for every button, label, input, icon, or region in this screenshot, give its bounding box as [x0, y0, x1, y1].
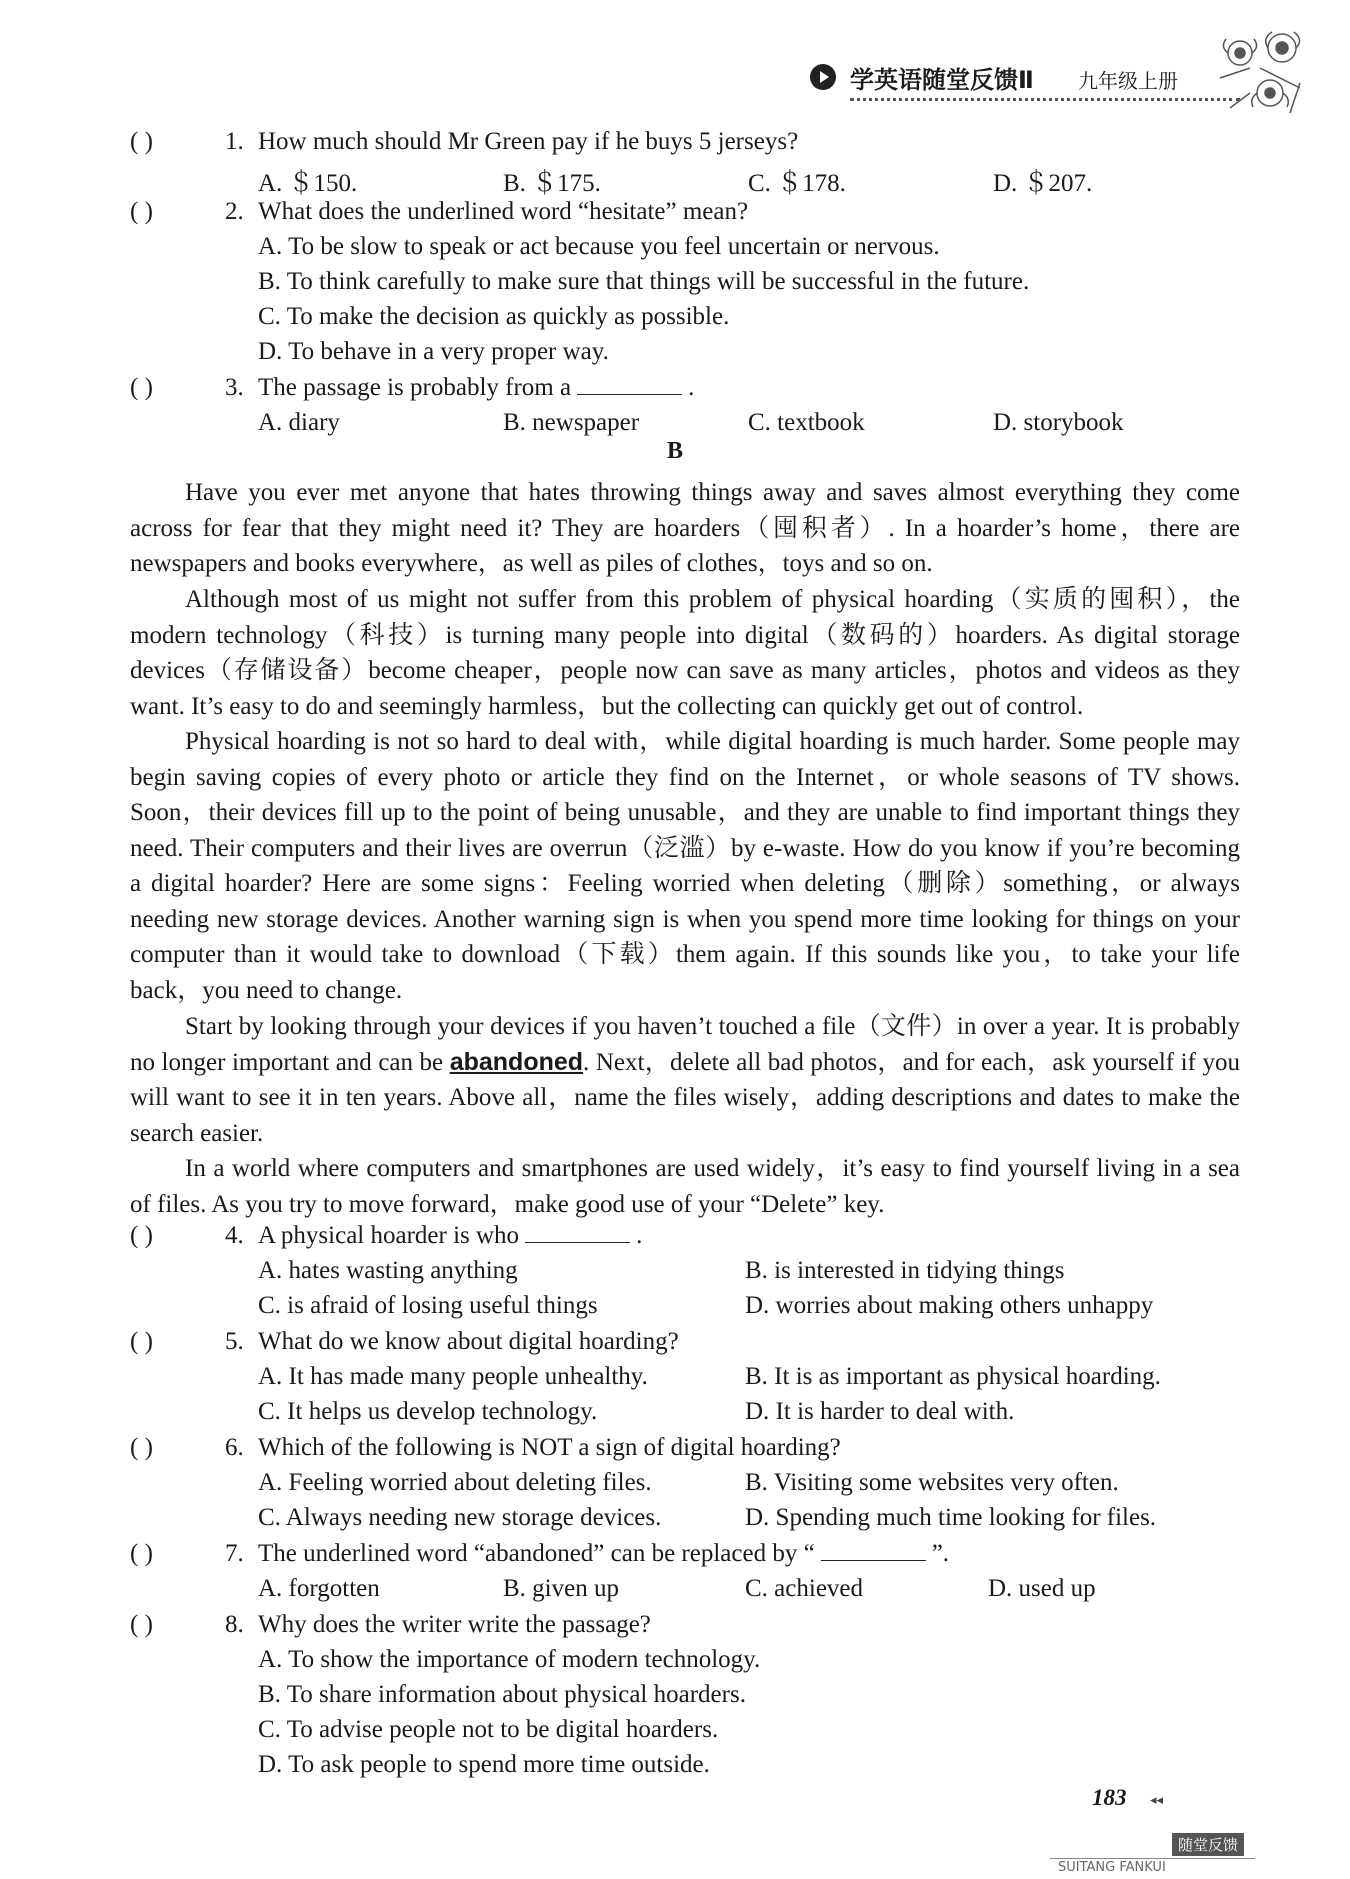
question-number: 2. — [225, 198, 244, 225]
header-divider — [850, 98, 1240, 101]
option-c: C. Always needing new storage devices. — [258, 1504, 662, 1531]
question-text: Which of the following is NOT a sign of digital hoarding? — [258, 1434, 841, 1461]
option-b: B. ＄175. — [503, 170, 601, 197]
option-a: A. ＄150. — [258, 170, 358, 197]
underlined-word: abandoned — [449, 1047, 584, 1076]
passage-paragraph-5: In a world where computers and smartphones are used widely，it’s easy to find yourself living in a sea of files. As you try to move forward，make good use of your “Delete” key. — [130, 1155, 1240, 1218]
answer-paren[interactable]: ( ) — [130, 128, 153, 155]
option-b: B. To share information about physical hoarders. — [258, 1681, 746, 1708]
option-d: D. Spending much time looking for files. — [745, 1504, 1157, 1531]
option-d: D. ＄207. — [993, 170, 1093, 197]
question-number: 5. — [225, 1328, 244, 1355]
header-title: 学英语随堂反馈Ⅱ — [850, 66, 1034, 94]
option-a: A. Feeling worried about deleting files. — [258, 1469, 652, 1496]
option-b: B. Visiting some websites very often. — [745, 1469, 1119, 1496]
header-volume: Ⅱ — [1018, 66, 1034, 94]
answer-paren[interactable]: ( ) — [130, 198, 153, 225]
answer-paren[interactable]: ( ) — [130, 1222, 153, 1249]
answer-blank[interactable] — [577, 374, 682, 395]
option-b: B. newspaper — [503, 409, 640, 436]
answer-paren[interactable]: ( ) — [130, 374, 153, 401]
option-c: C. It helps us develop technology. — [258, 1398, 598, 1425]
option-a: A. diary — [258, 409, 340, 436]
footer-divider — [1050, 1858, 1255, 1859]
passage-paragraph-4: Start by looking through your devices if you haven’t touched a file（文件）in over a year. It is probably no longer important and can be abandoned. Next，delete all bad photos，and for each，ask yourself if you will want to see it in ten years. Above all，name the files wisely，adding descriptions and dates to make the search easier. — [130, 1013, 1240, 1147]
answer-paren[interactable]: ( ) — [130, 1611, 153, 1638]
option-a: A. forgotten — [258, 1575, 380, 1602]
option-d: D. To behave in a very proper way. — [258, 338, 609, 365]
rewind-arrows-icon: ◂◂ — [1150, 1792, 1164, 1807]
option-b: B. is interested in tidying things — [745, 1257, 1065, 1284]
option-c: C. ＄178. — [748, 170, 846, 197]
option-d: D. It is harder to deal with. — [745, 1398, 1015, 1425]
footer-brand-badge: 随堂反馈 — [1172, 1833, 1244, 1856]
question-text: Why does the writer write the passage? — [258, 1611, 651, 1638]
question-text: How much should Mr Green pay if he buys 5 jerseys? — [258, 128, 799, 155]
question-text: The passage is probably from a . — [258, 374, 695, 401]
question-text: What do we know about digital hoarding? — [258, 1328, 679, 1355]
option-b: B. It is as important as physical hoarding. — [745, 1363, 1161, 1390]
question-text: What does the underlined word “hesitate” mean? — [258, 198, 749, 225]
option-c: C. achieved — [745, 1575, 864, 1602]
question-text: A physical hoarder is who . — [258, 1222, 643, 1249]
question-number: 1. — [225, 128, 244, 155]
option-c: C. textbook — [748, 409, 865, 436]
answer-blank[interactable] — [821, 1540, 926, 1561]
option-a: A. hates wasting anything — [258, 1257, 518, 1284]
option-c: C. To make the decision as quickly as possible. — [258, 303, 730, 330]
option-d: D. used up — [988, 1575, 1096, 1602]
answer-paren[interactable]: ( ) — [130, 1540, 153, 1567]
answer-blank[interactable] — [525, 1222, 630, 1243]
question-text: The underlined word “abandoned” can be replaced by “ ”. — [258, 1540, 950, 1567]
passage-paragraph-1: Have you ever met anyone that hates throwing things away and saves almost everything they come across for fear that they might need it? They are hoarders（囤积者）. In a hoarder’s home，there are newspapers and books everywhere，as well as piles of clothes，toys and so on. — [130, 479, 1240, 577]
question-number: 4. — [225, 1222, 244, 1249]
question-number: 3. — [225, 374, 244, 401]
option-a: A. It has made many people unhealthy. — [258, 1363, 648, 1390]
option-c: C. To advise people not to be digital hoarders. — [258, 1716, 719, 1743]
play-icon — [810, 64, 836, 90]
footer-brand-en: SUITANG FANKUI — [1058, 1860, 1166, 1875]
option-d: D. storybook — [993, 409, 1124, 436]
option-a: A. To be slow to speak or act because you feel uncertain or nervous. — [258, 233, 940, 260]
option-d: D. worries about making others unhappy — [745, 1292, 1154, 1319]
option-c: C. is afraid of losing useful things — [258, 1292, 598, 1319]
section-b-heading: B — [666, 438, 683, 464]
question-number: 8. — [225, 1611, 244, 1638]
option-d: D. To ask people to spend more time outside. — [258, 1751, 710, 1778]
question-number: 7. — [225, 1540, 244, 1567]
passage-paragraph-3: Physical hoarding is not so hard to deal with，while digital hoarding is much harder. Some people may begin saving copies of every photo or article they find on the Internet，or whole seasons of TV shows. Soon，their devices fill up to the point of being unusable，and they are unable to find important things they need. Their computers and their lives are overrun（泛滥）by e-waste. How do you know if you’re becoming a digital hoarder? Here are some signs：Feeling worried when deleting（删除）something，or always needing new storage devices. Another warning sign is when you spend more time looking for things on your computer than it would take to download（下载）them again. If this sounds like you，to take your life back，you need to change. — [130, 728, 1240, 1004]
answer-paren[interactable]: ( ) — [130, 1328, 153, 1355]
flower-ornament-icon — [1210, 18, 1318, 128]
answer-paren[interactable]: ( ) — [130, 1434, 153, 1461]
option-a: A. To show the importance of modern technology. — [258, 1646, 761, 1673]
option-b: B. given up — [503, 1575, 619, 1602]
header-grade: 九年级上册 — [1078, 69, 1178, 93]
option-b: B. To think carefully to make sure that things will be successful in the future. — [258, 268, 1030, 295]
question-number: 6. — [225, 1434, 244, 1461]
passage-paragraph-2: Although most of us might not suffer from this problem of physical hoarding（实质的囤积），the modern technology（科技）is turning many people into digital（数码的）hoarders. As digital storage devices（存储设备）become cheaper，people now can save as many articles，photos and videos as they want. It’s easy to do and seemingly harmless，but the collecting can quickly get out of control. — [130, 586, 1240, 720]
page-number: 183 — [1092, 1785, 1127, 1810]
